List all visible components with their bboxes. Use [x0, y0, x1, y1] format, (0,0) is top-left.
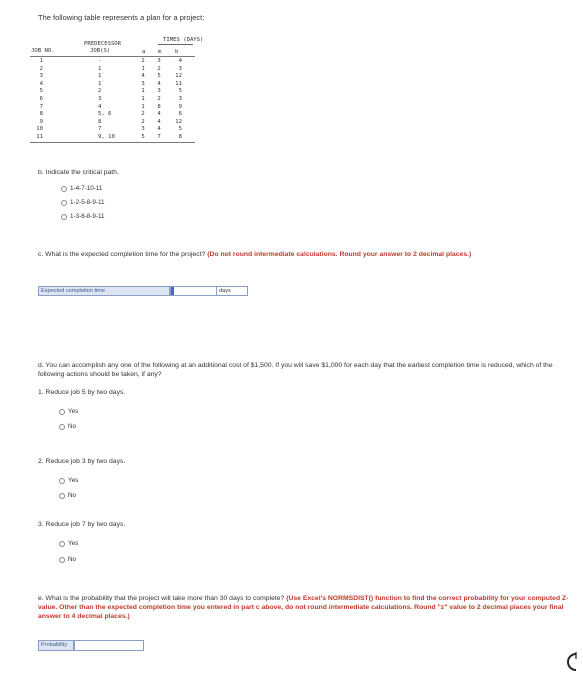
cell-a: 1	[141, 65, 145, 72]
probability-input[interactable]	[74, 640, 144, 651]
cell-a: 1	[141, 96, 145, 102]
cell-job: 5	[39, 88, 43, 95]
reduce-job-7-no[interactable]: No	[59, 556, 76, 563]
cell-a: 3	[141, 126, 145, 133]
cell-pred: 4	[98, 103, 102, 110]
input-focus-accent	[171, 287, 174, 295]
days-unit: days	[217, 286, 248, 296]
radio-button[interactable]	[59, 478, 65, 484]
critical-path-option-2[interactable]: 1-2-5-8-9-11	[61, 199, 105, 206]
cell-m: 4	[157, 80, 161, 87]
table-row	[30, 134, 195, 141]
probability-label: Probability	[38, 640, 74, 651]
cell-b: 12	[175, 118, 182, 125]
cell-a: 2	[141, 118, 145, 125]
cell-b: 9	[178, 103, 182, 110]
table-header-rule	[30, 56, 195, 57]
cell-pred: 2	[98, 88, 102, 95]
cell-a: 1	[141, 88, 145, 95]
radio-button[interactable]	[59, 409, 65, 415]
table-bottom-rule	[30, 142, 195, 143]
cell-b: 5	[178, 126, 182, 133]
cell-b: 12	[175, 73, 182, 80]
cell-m: 4	[157, 118, 161, 125]
cell-b: 11	[175, 80, 182, 87]
cell-job: 1	[39, 58, 43, 64]
times-header-underline	[158, 44, 193, 45]
cell-job: 11	[36, 134, 43, 140]
cell-job: 10	[36, 126, 43, 133]
table-row	[30, 73, 195, 80]
cell-job: 2	[39, 65, 43, 72]
cell-pred: 9, 10	[98, 134, 115, 140]
radio-button[interactable]	[61, 186, 67, 192]
cell-job: 4	[39, 80, 43, 87]
cell-b: 6	[178, 111, 182, 118]
cell-m: 4	[157, 111, 161, 118]
predecessor-header: PREDECESSOR	[84, 41, 122, 47]
radio-button[interactable]	[61, 214, 67, 220]
cell-b: 3	[178, 65, 182, 72]
reduce-job-3-yes[interactable]: Yes	[59, 477, 78, 484]
table-row	[30, 66, 195, 73]
cell-a: 2	[141, 111, 145, 118]
reduce-job-5-label: 1. Reduce job 5 by two days.	[38, 389, 126, 396]
reduce-job-7-label: 3. Reduce job 7 by two days.	[38, 521, 126, 528]
cell-pred: 8	[98, 118, 102, 125]
table-row	[30, 88, 195, 95]
part-e-question: e. What is the probability that the project will take more than 30 days to complete? (Use Excel's NORMSDIST() function to find the correct probability for your computed Z-value. Other than the expected completion time you entered in part c above, do not round intermediate calculations. Round "z" value to 2 decimal places your final answer to 4 decimal places.)	[38, 595, 569, 620]
cell-b: 8	[178, 134, 182, 140]
cell-a: 1	[141, 103, 145, 110]
cell-a: 5	[141, 134, 145, 140]
cell-m: 3	[157, 88, 161, 95]
m-header: m	[158, 49, 162, 55]
cell-job: 8	[39, 111, 43, 118]
a-header: a	[142, 49, 146, 55]
critical-path-option-3[interactable]: 1-3-6-8-9-11	[61, 213, 105, 220]
cell-m: 7	[157, 134, 161, 140]
b-header: b	[175, 49, 179, 55]
reduce-job-3-label: 2. Reduce job 3 by two days.	[38, 458, 126, 465]
cell-job: 6	[39, 96, 43, 102]
cell-m: 3	[157, 58, 161, 64]
cell-m: 4	[157, 126, 161, 133]
cell-pred: 7	[98, 126, 102, 133]
radio-button[interactable]	[61, 200, 67, 206]
text-cursor-icon	[566, 652, 580, 672]
table-row	[30, 119, 195, 126]
cell-m: 2	[157, 65, 161, 72]
cell-pred: 5, 6	[98, 111, 112, 118]
cell-pred: 1	[98, 73, 102, 80]
cell-pred: -	[98, 58, 102, 64]
cell-m: 5	[157, 73, 161, 80]
cell-job: 9	[39, 118, 43, 125]
radio-button[interactable]	[59, 493, 65, 499]
cell-m: 8	[157, 103, 161, 110]
reduce-job-5-no[interactable]: No	[59, 423, 76, 430]
part-d-question: d. You can accomplish any one of the following at an additional cost of $1,500. If you will save $1,000 for each day that the earliest completion time is reduced, which of the following actions should be taken, if any?	[38, 362, 553, 378]
table-row	[30, 104, 195, 111]
cell-b: 3	[178, 96, 182, 102]
intro-text: The following table represents a plan for a project:	[38, 13, 205, 22]
cell-a: 2	[141, 58, 145, 64]
table-row	[30, 126, 195, 133]
radio-button[interactable]	[59, 557, 65, 563]
cell-m: 2	[157, 96, 161, 102]
reduce-job-5-yes[interactable]: Yes	[59, 408, 78, 415]
cell-pred: 1	[98, 65, 102, 72]
expected-completion-label: Expected completion time	[38, 286, 170, 296]
cell-pred: 1	[98, 80, 102, 87]
radio-button[interactable]	[59, 541, 65, 547]
table-row	[30, 111, 195, 118]
cell-b: 4	[178, 58, 182, 64]
cell-pred: 3	[98, 96, 102, 102]
cell-job: 7	[39, 103, 43, 110]
part-b-question: b. Indicate the critical path.	[38, 169, 119, 176]
table-row	[30, 81, 195, 88]
times-header: TIMES (DAYS)	[163, 37, 204, 43]
critical-path-option-1[interactable]: 1-4-7-10-11	[61, 185, 102, 192]
reduce-job-7-yes[interactable]: Yes	[59, 540, 78, 547]
table-row	[30, 96, 195, 103]
cell-a: 3	[141, 80, 145, 87]
job-no-header: JOB NO.	[31, 48, 55, 54]
reduce-job-3-no[interactable]: No	[59, 492, 76, 499]
predecessor-header-jobs: JOB(S)	[90, 48, 111, 54]
radio-button[interactable]	[59, 424, 65, 430]
table-row	[30, 58, 195, 65]
expected-completion-input[interactable]	[170, 286, 217, 296]
cell-b: 5	[178, 88, 182, 95]
cell-job: 3	[39, 73, 43, 80]
part-c-question: c. What is the expected completion time for the project? (Do not round intermediate calculations. Round your answer to 2 decimal places.)	[38, 251, 472, 258]
cell-a: 4	[141, 73, 145, 80]
